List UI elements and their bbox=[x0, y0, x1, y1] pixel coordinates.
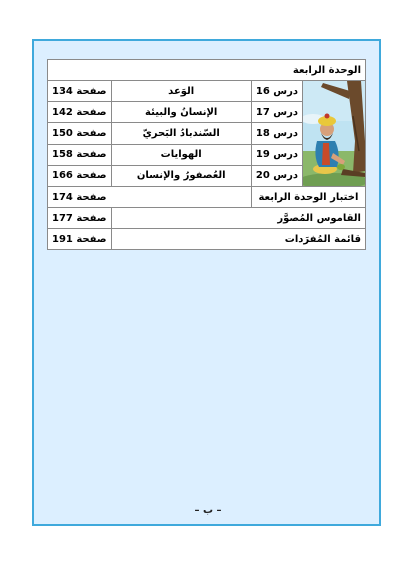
lesson-title: الهوايات bbox=[111, 144, 251, 165]
vocab-list-row bbox=[48, 229, 366, 250]
lesson-number: درس 19 bbox=[251, 144, 302, 165]
lesson-page: صفحة 134 bbox=[48, 81, 112, 102]
table-of-contents bbox=[47, 59, 366, 250]
lesson-number: درس 20 bbox=[251, 165, 302, 186]
dictionary-page: صفحة 177 bbox=[48, 208, 112, 229]
vocab-list-title: قائمة المُفرَدات bbox=[111, 229, 366, 250]
vocab-list-page: صفحة 191 bbox=[48, 229, 112, 250]
man-under-tree-illustration bbox=[303, 81, 365, 186]
lesson-number: درس 16 bbox=[251, 81, 302, 102]
lesson-page: صفحة 150 bbox=[48, 123, 112, 144]
lesson-page: صفحة 158 bbox=[48, 144, 112, 165]
lesson-number: درس 18 bbox=[251, 123, 302, 144]
lesson-page: صفحة 166 bbox=[48, 165, 112, 186]
unit-heading-row bbox=[48, 60, 366, 81]
lesson-page: صفحة 142 bbox=[48, 102, 112, 123]
unit-test-title: اختبار الوحدة الرابعة bbox=[251, 187, 365, 208]
page-frame bbox=[32, 39, 381, 526]
lesson-row bbox=[48, 81, 366, 102]
lesson-title: السّندبادُ البَحريّ bbox=[111, 123, 251, 144]
page-marker: – ب – bbox=[194, 505, 222, 516]
dictionary-title: القاموس المُصوَّر bbox=[111, 208, 366, 229]
unit-test-page: صفحة 174 bbox=[48, 187, 252, 208]
lesson-title: العُصفورُ والإنسان bbox=[111, 165, 251, 186]
unit-illustration bbox=[303, 81, 366, 187]
lesson-number: درس 17 bbox=[251, 102, 302, 123]
lesson-title: الإنسانُ والبيئة bbox=[111, 102, 251, 123]
dictionary-row bbox=[48, 208, 366, 229]
lesson-title: الوَعد bbox=[111, 81, 251, 102]
unit-test-row bbox=[48, 187, 366, 208]
unit-title: الوحدة الرابعة bbox=[48, 60, 366, 81]
